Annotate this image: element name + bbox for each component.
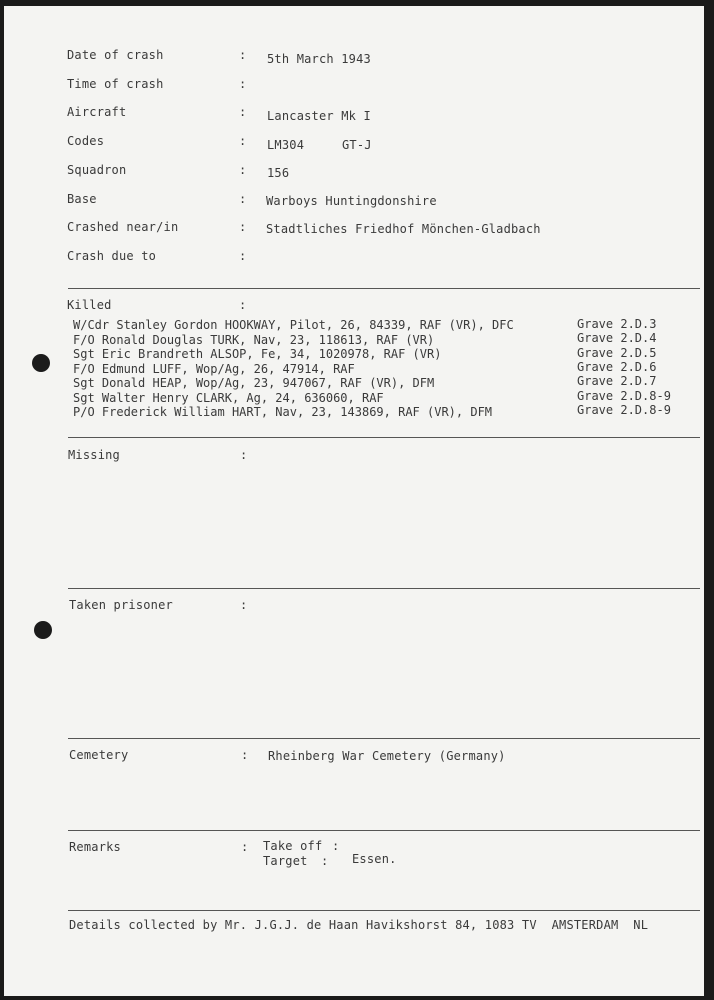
divider-remarks bbox=[68, 830, 700, 831]
crew-name: P/O Frederick William HART, Nav, 23, 143869, RAF (VR), DFM bbox=[73, 405, 493, 419]
killed-label: Killed bbox=[67, 298, 112, 312]
remarks-separator: : bbox=[241, 840, 249, 854]
punch-hole-top bbox=[32, 354, 50, 372]
crashed-label: Crashed near/in bbox=[67, 220, 179, 234]
crew-grave: Grave 2.D.8-9 bbox=[577, 403, 671, 417]
aircraft-value: Lancaster Mk I bbox=[267, 109, 371, 123]
crashed-separator: : bbox=[239, 220, 247, 234]
squadron-label: Squadron bbox=[67, 163, 127, 177]
crew-name: Sgt Walter Henry CLARK, Ag, 24, 636060, RAF bbox=[73, 391, 384, 405]
crew-grave: Grave 2.D.4 bbox=[577, 331, 657, 345]
cemetery-value: Rheinberg War Cemetery (Germany) bbox=[268, 749, 506, 763]
crew-grave: Grave 2.D.8-9 bbox=[577, 389, 671, 403]
divider-killed bbox=[68, 288, 700, 289]
crew-name: Sgt Donald HEAP, Wop/Ag, 23, 947067, RAF (VR), DFM bbox=[73, 376, 435, 390]
codes-serial: LM304 bbox=[267, 138, 305, 152]
target-value: Essen. bbox=[352, 852, 397, 866]
cemetery-separator: : bbox=[241, 748, 249, 762]
squadron-value: 156 bbox=[267, 166, 290, 180]
crew-grave: Grave 2.D.3 bbox=[577, 317, 657, 331]
prisoner-label: Taken prisoner bbox=[69, 598, 173, 612]
missing-label: Missing bbox=[68, 448, 120, 462]
date-value: 5th March 1943 bbox=[267, 52, 371, 66]
footer-details: Details collected by Mr. J.G.J. de Haan Havikshorst 84, 1083 TV AMSTERDAM NL bbox=[69, 918, 649, 932]
crew-name: F/O Ronald Douglas TURK, Nav, 23, 118613, RAF (VR) bbox=[73, 333, 435, 347]
codes-letters: GT-J bbox=[342, 138, 372, 152]
cause-separator: : bbox=[239, 249, 247, 263]
divider-prisoner bbox=[68, 588, 700, 589]
codes-label: Codes bbox=[67, 134, 105, 148]
cause-label: Crash due to bbox=[67, 249, 157, 263]
divider-footer bbox=[68, 910, 700, 911]
crashed-value: Stadtliches Friedhof Mönchen-Gladbach bbox=[266, 222, 541, 236]
crew-name: Sgt Eric Brandreth ALSOP, Fe, 34, 1020978, RAF (VR) bbox=[73, 347, 442, 361]
date-separator: : bbox=[239, 48, 247, 62]
codes-separator: : bbox=[239, 134, 247, 148]
squadron-separator: : bbox=[239, 163, 247, 177]
punch-hole-bottom bbox=[34, 621, 52, 639]
aircraft-label: Aircraft bbox=[67, 105, 127, 119]
time-label: Time of crash bbox=[67, 77, 164, 91]
aircraft-separator: : bbox=[239, 105, 247, 119]
crew-grave: Grave 2.D.5 bbox=[577, 346, 657, 360]
base-value: Warboys Huntingdonshire bbox=[266, 194, 437, 208]
takeoff-separator: : bbox=[332, 839, 340, 853]
crew-name: W/Cdr Stanley Gordon HOOKWAY, Pilot, 26, 84339, RAF (VR), DFC bbox=[73, 318, 514, 332]
date-label: Date of crash bbox=[67, 48, 164, 62]
target-separator: : bbox=[321, 854, 329, 868]
base-label: Base bbox=[67, 192, 97, 206]
divider-missing bbox=[68, 437, 700, 438]
crew-grave: Grave 2.D.6 bbox=[577, 360, 657, 374]
killed-separator: : bbox=[239, 298, 247, 312]
cemetery-label: Cemetery bbox=[69, 748, 129, 762]
base-separator: : bbox=[239, 192, 247, 206]
remarks-label: Remarks bbox=[69, 840, 121, 854]
divider-cemetery bbox=[68, 738, 700, 739]
crew-name: F/O Edmund LUFF, Wop/Ag, 26, 47914, RAF bbox=[73, 362, 355, 376]
crew-grave: Grave 2.D.7 bbox=[577, 374, 657, 388]
takeoff-label: Take off bbox=[263, 839, 323, 853]
missing-separator: : bbox=[240, 448, 248, 462]
target-label: Target bbox=[263, 854, 308, 868]
time-separator: : bbox=[239, 77, 247, 91]
prisoner-separator: : bbox=[240, 598, 248, 612]
